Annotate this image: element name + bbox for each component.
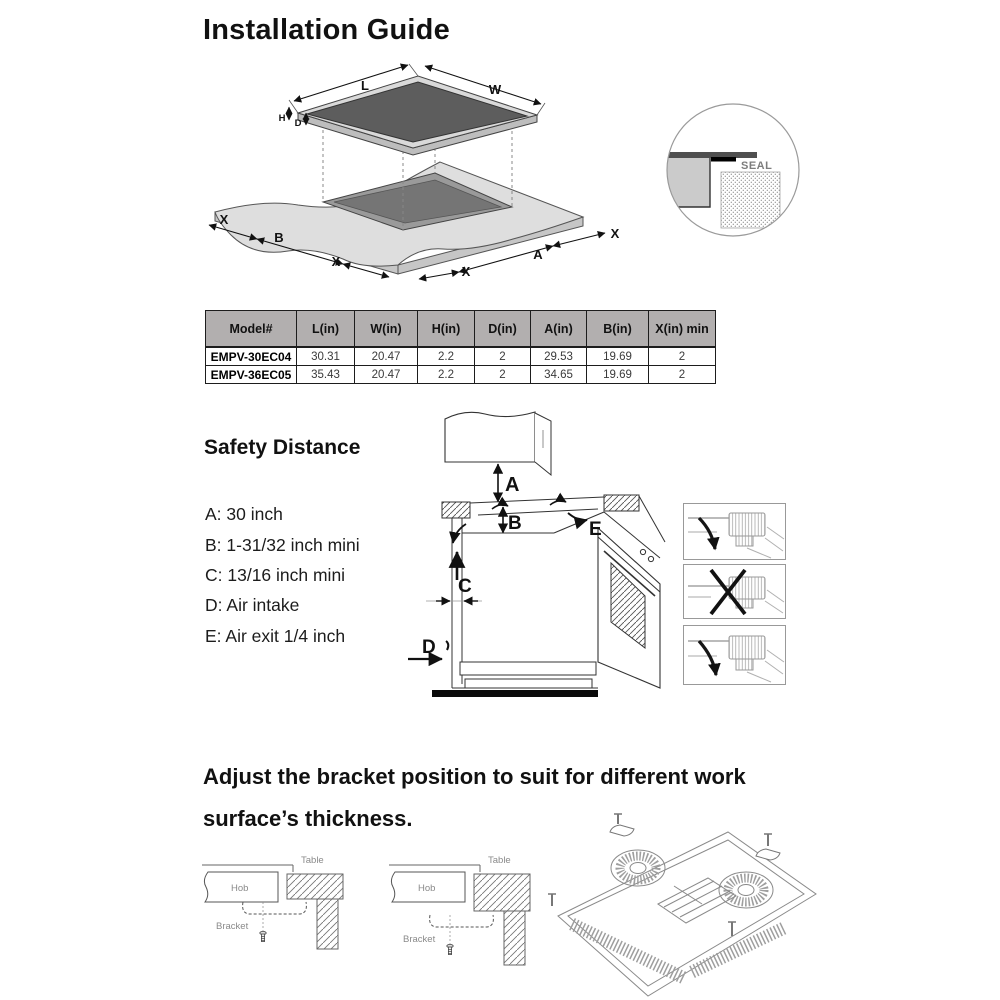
table-label: Table (301, 855, 324, 866)
bracket-label: Bracket (216, 921, 249, 932)
dim-label-X3: X (461, 264, 471, 279)
dim-label-L: L (361, 78, 369, 93)
cooktop-underside-illustration (540, 812, 835, 1000)
value-cell: 2 (649, 366, 716, 384)
bracket-heading-line1: Adjust the bracket position to suit for different work (203, 764, 746, 789)
col-l: L(in) (297, 311, 355, 348)
value-cell: 19.69 (587, 347, 649, 366)
diagram-label-D: D (422, 637, 436, 658)
col-model: Model# (206, 311, 297, 348)
dim-label-B: B (274, 230, 284, 245)
model-cell: EMPV-30EC04 (206, 347, 297, 366)
screw-icon (548, 894, 556, 906)
seal-label: SEAL (741, 160, 773, 172)
bracket-diagram-thin-counter (183, 845, 363, 995)
safety-distance-heading: Safety Distance (204, 436, 361, 459)
cutout-dimension-diagram (203, 63, 635, 291)
screw-icon (260, 931, 266, 941)
value-cell: 20.47 (355, 366, 418, 384)
value-cell: 34.65 (531, 366, 587, 384)
dim-label-D: D (294, 118, 302, 129)
safety-distance-diagram (408, 400, 673, 705)
dim-label-X4: X (610, 226, 620, 241)
table-row (206, 366, 716, 384)
value-cell: 30.31 (297, 347, 355, 366)
table-row (206, 347, 716, 366)
value-cell: 2.2 (418, 347, 475, 366)
diagram-label-E: E (589, 519, 602, 540)
value-cell: 2 (649, 347, 716, 366)
diagram-label-B: B (508, 513, 522, 534)
diagram-label-A: A (505, 474, 520, 496)
safety-item-c: C: 13/16 inch mini (205, 565, 346, 585)
col-a: A(in) (531, 311, 587, 348)
install-detail-box-3 (683, 625, 786, 685)
fan-icon (611, 850, 665, 886)
spec-table-header-row (206, 311, 716, 348)
dim-label-H: H (278, 113, 286, 124)
hob-label: Hob (231, 883, 249, 894)
dim-label-X2: X (331, 254, 341, 269)
dim-label-A: A (533, 247, 543, 262)
page-title: Installation Guide (203, 14, 450, 46)
safety-item-a: A: 30 inch (205, 504, 283, 524)
col-x-min: X(in) min (649, 311, 716, 348)
safety-item-e: E: Air exit 1/4 inch (205, 626, 346, 646)
value-cell: 19.69 (587, 366, 649, 384)
value-cell: 2.2 (418, 366, 475, 384)
seal-detail-diagram (648, 95, 820, 243)
col-h: H(in) (418, 311, 475, 348)
bracket-diagram-thick-counter (370, 845, 550, 995)
mounting-bracket-icon (756, 834, 780, 860)
diagram-label-C: C (458, 576, 472, 597)
bracket-label: Bracket (403, 934, 436, 945)
mounting-bracket-icon (610, 814, 634, 836)
col-d: D(in) (475, 311, 531, 348)
value-cell: 20.47 (355, 347, 418, 366)
value-cell: 2 (475, 366, 531, 384)
hob-label: Hob (418, 883, 436, 894)
value-cell: 29.53 (531, 347, 587, 366)
spec-table (205, 310, 716, 384)
model-cell: EMPV-36EC05 (206, 366, 297, 384)
table-label: Table (488, 855, 511, 866)
safety-item-b: B: 1-31/32 inch mini (205, 535, 360, 555)
screw-icon (447, 944, 453, 954)
dim-label-X1: X (219, 212, 229, 227)
col-w: W(in) (355, 311, 418, 348)
install-detail-box-1 (683, 503, 786, 560)
screw-icon (728, 922, 736, 936)
value-cell: 2 (475, 347, 531, 366)
dim-label-W: W (488, 82, 502, 97)
col-b: B(in) (587, 311, 649, 348)
bracket-heading-line2: surface’s thickness. (203, 806, 413, 831)
install-detail-box-2-wrong (683, 564, 786, 619)
safety-item-d: D: Air intake (205, 595, 300, 615)
value-cell: 35.43 (297, 366, 355, 384)
